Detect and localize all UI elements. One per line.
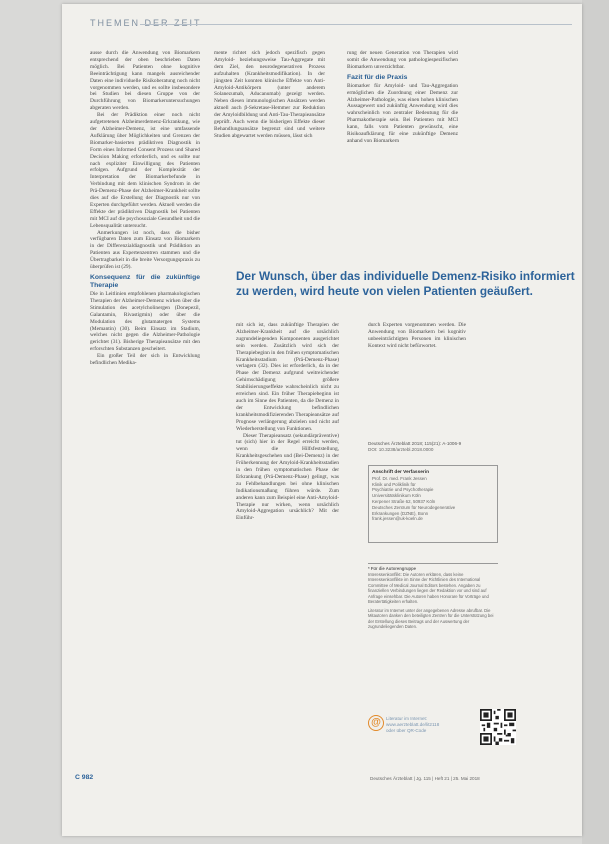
address-line: Klinik und Poliklinik für <box>372 481 416 487</box>
col2-paragraph: Dieser Therapieansatz (sekundärpräventive) tut (sich) hier in der Regel erreicht werden, wenn die Hilfsfeststellung, Krankheitsgeschehen und (Bei-Demenz) in der Früherkennung der Amyloid-Krankheitsstadien in den frühen symptomatischen Phase der Erkrankung (Prä-Demenz-Phase) gelingt, was zu Fehlbehandlungen bei ohne klinischen Indikationsmaßung führen würde. Zum anderen kann zum Beispiel eine Anti-Amyloid-Therapie nur wirken, wenn ursächlich Amyloid-Aggregation ursächlich? Mit der Einführ- <box>236 432 339 522</box>
scan-background <box>582 0 609 844</box>
address-box <box>368 465 498 543</box>
column-2-top <box>214 50 325 140</box>
section-heading: Konsequenz für die zukünftige Therapie <box>90 274 200 289</box>
online-note <box>386 716 476 733</box>
citation-line: Deutsches Ärzteblatt 2018; 115(21): A-1006-9 <box>368 441 462 446</box>
address-line: Kerpener Straße 62, 50937 Köln <box>372 498 436 504</box>
section-heading: Fazit für die Praxis <box>347 73 408 81</box>
address-title: Anschrift der Verfasserin <box>372 470 430 475</box>
online-label: Literatur im Internet: <box>386 716 428 721</box>
col1-paragraph: Bei der Prädiktion einer noch nicht aufgetretenen Alzheimerdemenz-Erkrankung, wie der Alzheimer-Demenz, ist eine umfassende Aufklärung über Möglichkeiten und Grenzen der Biomarker-basierten prädiktiven Diagnostik in Form eines Informed Consent Prozess und Shared Decision Making erforderlich, und es sollte nur nach expliziter Einwilligung des Patienten erfolgen. Aufgrund der Komplexität der Interpretation der Biomarkerbefunde in Verbindung mit dem klinischen Syndrom in der Prä-Demenz-Phase der Alzheimer-Krankheit sollte dies auf die Erstellung der Diagnostik nur von Experten durchgeführt werden. Aktuell werden die Effekte der prädiktiven Diagnostik bei Patienten mit MCI auf die psychosoziale Gesundheit und die Lebensqualität untersucht. <box>90 112 200 229</box>
col3-paragraph: Biomarker für Amyloid- und Tau-Aggregation ermöglichen die Zuordnung einer Demenz zur Alzheimer-Pathologie, was einen hohen klinischen Aussagewert und zukünftig Anwendung wird dies wahrscheinlich von zentraler Bedeutung für die Pharmakotherapie sein. Bei Patienten mit MCI kann, falls vom Patienten gewünscht, eine Risikoaufklärung für eine zukünftige Demenz anhand von Biomarkern <box>347 82 458 144</box>
notes-title: * Für die Autorengruppe <box>368 566 417 571</box>
address-line: Psychiatrie und Psychotherapie <box>372 487 434 493</box>
col3-paragraph: durch Experten vorgenommen werden. Die Anwendung von Biomarkern bei kognitiv unbeeinträchtigten Personen im klinischen Kontext wird nicht befürwortet. <box>368 322 466 349</box>
address-line: Deutsches Zentrum für Neurodegenerative <box>372 504 456 510</box>
online-qr-note: oder über QR-Code <box>386 727 427 733</box>
col1-paragraph: ausse durch die Anwendung von Biomarkern entsprechend der oben beschrieben Daten möglich. Bei Patienten ohne kognitive Beeinträchtigung kann mangels ausreichender Daten eine individuelle Risikoberatung noch nicht vorgenommen werden, und es sollte insbesondere bei Studien bei diesen Gruppe von der Durchführung von Biomarkeruntersuchungen abgeraten werden. <box>90 50 200 112</box>
qr-code-icon[interactable] <box>480 709 516 745</box>
notes-line: Interessenkonflikt: Die Autoren erklären, dass keine Interessenkonflikte im Sinne der Richtlinien des International Committee of Medical Journal Editors bestehen. Angaben zu finanziellen Verbindungen liegen der Redaktion vor und sind auf Anfrage einsehbar. Die Autoren haben Honorare für Vorträge und Beratertätigkeiten erhalten. <box>368 571 489 604</box>
notes-box <box>368 563 498 630</box>
at-sign-icon: @ <box>368 715 384 731</box>
address-line: Erkrankungen (DZNE), Bonn <box>372 510 429 516</box>
citation <box>368 441 500 453</box>
col1-paragraph: Ein großer Teil der sich in Entwicklung befindlichen Medika- <box>90 353 200 367</box>
notes-line: Literatur im Internet unter der angegebenen Adresse abrufbar. Die Mitautoren danken den beteiligten Zentren für die Unterstützung bei der Erstellung dieses Beitrags und der Auswertung der zugrundeliegenden Daten. <box>368 607 494 629</box>
col2-paragraph: mit sich ist, dass zukünftige Therapien der Alzheimer-Krankheit auf die ursächlich zugrundeliegenden Komponenten ausgerichtet sein werden. Zusätzlich wird sich der Therapiebeginn in den frühen symptomatischen Krankheitsstadium (Prä-Demenz-Phase) verlagern (32). Dies ist erforderlich, da in der Phase der Demenz aufgrund weitreichender Gehirnschädigung größere Stabilisierungseffekte wahrscheinlich nicht zu erreichen sind. Ein früher Therapiebeginn ist auch im Sinne des Patienten, da die Demenz in der Entwicklung befindlichen krankheitsmodifizierenden Therapieansätze auf Prognose verlängerung abzielen und nicht auf Wiederherstellung von Funktionen. <box>236 322 339 432</box>
column-3-bottom <box>368 322 466 350</box>
header-rule <box>140 24 572 25</box>
journal-footer: Deutsches Ärzteblatt | Jg. 115 | Heft 21 | 25. Mai 2018 <box>370 776 480 781</box>
column-3-top <box>347 50 458 145</box>
page-number: C 982 <box>75 774 94 781</box>
address-line: Universitätsklinikum Köln <box>372 493 421 499</box>
address-email: frank.jessen@uk-koeln.de <box>372 516 423 522</box>
page <box>62 4 582 836</box>
online-link[interactable]: www.aerzteblatt.de/lit2118 <box>386 721 440 727</box>
col3-paragraph: rung der neuen Generation von Therapien wird somit die Anwendung von pathologiespezifischen Biomarkern unverzichtbar. <box>347 50 458 70</box>
col1-paragraph: Anmerkungen ist noch, dass die bisher verfügbaren Daten zum Einsatz von Biomarkern in der Differenzialdiagnostik und Prädiktion an Patienten aus Expertenzentren stammen und die Übertragbarkeit in die breite Versorgungspraxis zu überprüfen ist (29). <box>90 229 200 271</box>
column-2-bottom <box>236 322 339 522</box>
address-line: Prof. Dr. med. Frank Jessen <box>372 475 427 481</box>
pull-quote: Der Wunsch, über das individuelle Demenz-Risiko informiert zu werden, wird heute von vielen Patienten geäußert. <box>236 269 575 298</box>
running-head: THEMEN DER ZEIT <box>90 18 202 28</box>
column-1 <box>90 50 200 367</box>
doi: DOI: 10.3238/arztebl.2018.0000 <box>368 447 434 452</box>
col2-paragraph: mente richtet sich jedoch spezifisch gegen Amyloid- beziehungsweise Tau-Aggregate mit dem Ziel, den neurodegenerativen Prozess aufzuhalten (Krankheitsmodifikation). In der jüngsten Zeit konnten klinische Effekte von Anti-Amyloid-Antikörpern (unter anderem Solanezumab, Aducanumab) gezeigt werden. Neben diesen immunologischen Ansätzen werden aktuell auch β-Sekretase-Hemmer zur Reduktion der Amyloidbildung und Anti-Tau-Therapieansätze geprüft. Auch wenn die bisherigen Effekte dieser Behandlungsansätze begrenzt sind und weitere Studien abgewartet werden müssen, lässt sich <box>214 50 325 139</box>
col1-paragraph: Die in Leitlinien empfohlenen pharmakologischen Therapien der Alzheimer-Demenz wirken über die Stimulation des acetylcholinergen (Donepezil, Galantamin, Rivastigmin) oder über die Modulation des glutamatergen Systems (Memantin) (30). Beim Einsatz im Stadium, welches nicht gegen die Alzheimer-Pathologie gerichtet (31). Bisherige Therapieansätze mit den erforschten Substanzen gescheitert. <box>90 291 200 353</box>
